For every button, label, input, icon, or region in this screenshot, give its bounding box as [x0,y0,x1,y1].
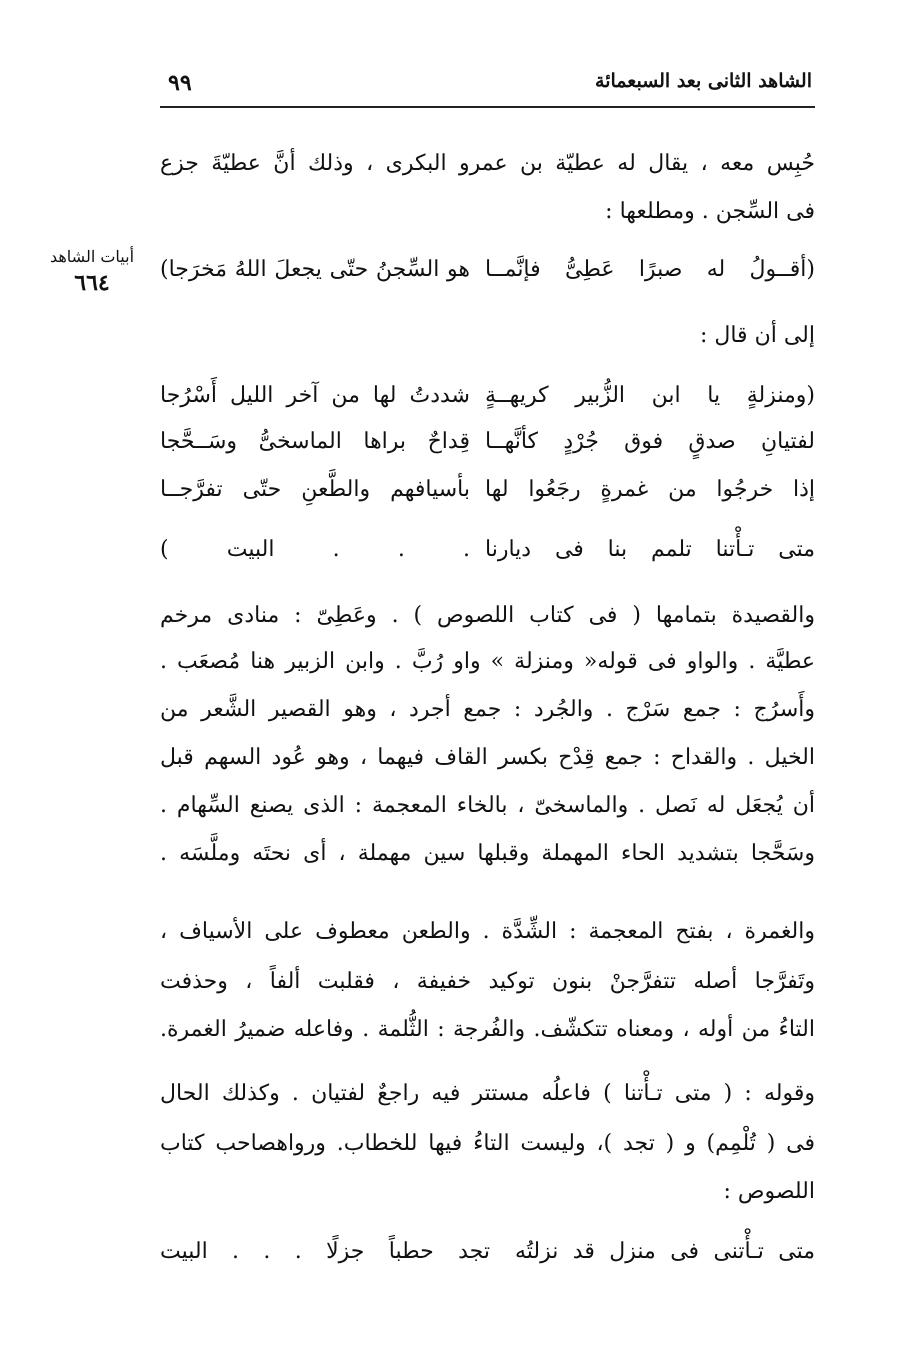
verse [160,376,815,416]
text-line: وقوله : ( متى تـأْتنا ) فاعلُه مستتر فيه راجعٌ لفتيان . وكذلك الحال [160,1081,815,1106]
text-line: وتَفرَّجا أصله تتفرَّجنْ بنون توكيد خفيفة ، فقلبت ألفاً ، وحذفت [160,969,815,994]
text-line: التاءُ من أوله ، ومعناه تتكشّف. والفُرجة : الثُّلمة . وفاعله ضميرُ الغمرة. [160,1017,815,1042]
margin-note-label: أبيات الشاهد [49,247,135,266]
verse-first-hemistich: لفتيانِ صدقٍ فوق جُرْدٍ كأنَّهــا [485,429,815,454]
text-line: أن يُجعَل له نَصل . والماسخىّ ، بالخاء المعجمة : الذى يصنع السِّهام . [160,793,815,818]
text-line: فى ( تُلْمِم) و ( تجد )، وليست التاءُ فيها للخطاب. ورواهصاحب كتاب [160,1131,815,1156]
text-line: وأَسرُج : جمع سَرْج . والجُرد : جمع أجرد ، وهو القصير الشَّعر من [160,697,815,722]
text-line: حُبِس معه ، يقال له عطيّة بن عمرو البكرى ، وذلك أنَّ عطيّةَ جزع [160,151,815,176]
verse [160,530,815,570]
text-line: وسَحَّجا بتشديد الحاء المهملة وقبلها سين مهملة ، أى نحتَه وملَّسَه . [160,841,815,866]
verse-second-hemistich: شددتُ لها من آخر الليل أَسْرُجا [160,383,470,408]
text-line: والغمرة ، بفتح المعجمة : الشِّدَّة . والطعن معطوف على الأسياف ، [160,919,815,944]
text-line: إلى أن قال : [699,323,815,348]
verse [160,422,815,462]
verse-second-hemistich: هو السِّجنُ حتّى يجعلَ اللهُ مَخرَجا) [160,257,470,282]
verse-first-hemistich: متى تـأْتنى فى منزل قد نزلتُه [515,1239,815,1264]
verse-second-hemistich: قِداحٌ براها الماسخىُّ وسَــحَّجا [160,429,470,454]
verse-first-hemistich: إذا خرجُوا من غمرةٍ رجَعُوا لها [485,477,815,502]
text-line: الخيل . والقداح : جمع قِدْح بكسر القاف فيهما ، وهو عُود السهم قبل [160,745,815,770]
verse-first-hemistich: (أقــولُ له صبرًا عَطِىُّ فإنَّمــا [485,257,815,282]
closing-verse [160,1232,815,1272]
text-line: اللصوص : [723,1179,815,1204]
verse-second-hemistich: تجد حطباً جزلًا . . . البيت [160,1239,490,1264]
text-line: فى السِّجن . ومطلعها : [605,199,815,224]
text-line: عطيَّة . والواو فى قوله« ومنزلة » واو رُبَّ . وابن الزبير هنا مُصعَب . [160,649,815,674]
verse-second-hemistich: . . . البيت ) [160,537,470,562]
margin-note [42,244,142,296]
page-number: ٩٩ [168,70,192,96]
opening-verse [160,250,815,290]
text-line: والقصيدة بتمامها ( فى كتاب اللصوص ) . وعَطِىّ : منادى مرخم [160,603,815,628]
margin-note-number: ٦٦٤ [74,270,110,296]
verse [160,470,815,510]
verse-second-hemistich: بأسيافهم والطَّعنِ حتّى تفرَّجــا [160,477,470,502]
header-rule [160,106,815,108]
verse-first-hemistich: (ومنزلةٍ يا ابن الزُّبير كريهــةٍ [485,383,815,408]
running-header-title: الشاهد الثانى بعد السبعمائة [595,70,812,92]
verse-first-hemistich: متى تـأْتنا تلمم بنا فى ديارنا [485,537,815,562]
